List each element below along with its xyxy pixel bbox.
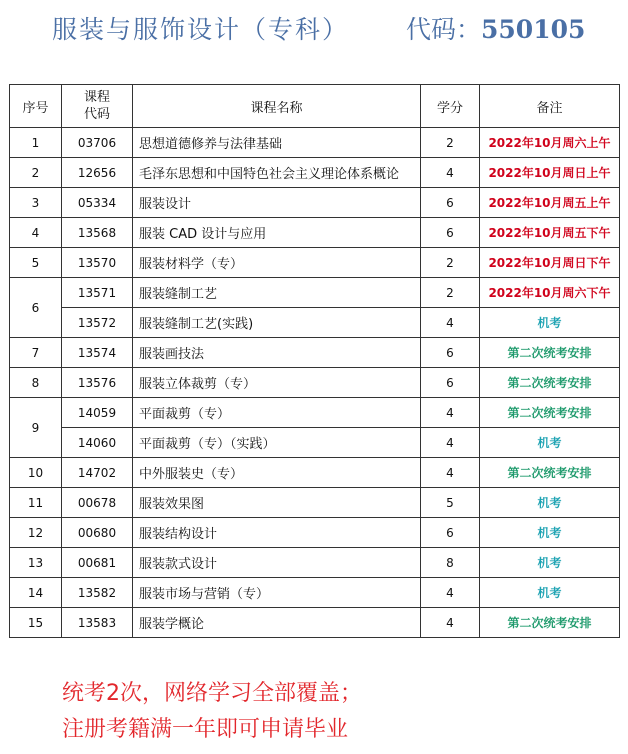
row-index: 6: [10, 278, 62, 338]
table-row: [10, 338, 620, 368]
table-row: [10, 188, 620, 218]
major-code: [406, 10, 585, 46]
table-row: [10, 578, 620, 608]
row-remark: 2022年10月周日下午: [480, 248, 620, 278]
header-remark: 备注: [480, 85, 620, 128]
row-index: 5: [10, 248, 62, 278]
major-code-value: 550105: [481, 15, 586, 44]
row-code: 12656: [62, 158, 133, 188]
row-index: 15: [10, 608, 62, 638]
table-row: [10, 218, 620, 248]
table-header-row: [10, 85, 620, 128]
table-row: [10, 548, 620, 578]
row-index: 11: [10, 488, 62, 518]
row-remark: 2022年10月周五上午: [480, 188, 620, 218]
row-index: 14: [10, 578, 62, 608]
row-name: 服装缝制工艺: [133, 278, 421, 308]
table-row: [10, 488, 620, 518]
row-remark: 2022年10月周六上午: [480, 128, 620, 158]
row-remark: 2022年10月周五下午: [480, 218, 620, 248]
row-remark: 第二次统考安排: [480, 368, 620, 398]
row-credit: 2: [421, 128, 480, 158]
row-name: 服装立体裁剪（专）: [133, 368, 421, 398]
document-header: [0, 0, 628, 60]
row-remark: 第二次统考安排: [480, 458, 620, 488]
table-row: [10, 308, 620, 338]
table-row: [10, 158, 620, 188]
footer-line-2: 注册考籍满一年即可申请毕业: [62, 717, 349, 742]
row-credit: 5: [421, 488, 480, 518]
row-remark: 机考: [480, 308, 620, 338]
row-code: 14702: [62, 458, 133, 488]
row-name: 服装设计: [133, 188, 421, 218]
row-credit: 6: [421, 338, 480, 368]
row-remark: 第二次统考安排: [480, 338, 620, 368]
row-name: 服装学概论: [133, 608, 421, 638]
row-name: 平面裁剪（专）: [133, 398, 421, 428]
row-code: 13568: [62, 218, 133, 248]
row-credit: 6: [421, 518, 480, 548]
row-name: 中外服装史（专）: [133, 458, 421, 488]
row-remark: 机考: [480, 548, 620, 578]
table-row: [10, 398, 620, 428]
header-code-line1: 课程: [83, 90, 110, 105]
header-code-line2: 代码: [83, 107, 110, 122]
row-code: 13576: [62, 368, 133, 398]
row-code: 13570: [62, 248, 133, 278]
row-credit: 4: [421, 428, 480, 458]
row-credit: 2: [421, 248, 480, 278]
row-name: 服装缝制工艺(实践): [133, 308, 421, 338]
row-name: 服装结构设计: [133, 518, 421, 548]
header-credit: 学分: [421, 85, 480, 128]
table-row: [10, 608, 620, 638]
row-remark: 机考: [480, 518, 620, 548]
row-code: 00681: [62, 548, 133, 578]
row-credit: 4: [421, 308, 480, 338]
row-remark: 2022年10月周六下午: [480, 278, 620, 308]
row-remark: 机考: [480, 488, 620, 518]
row-remark: 机考: [480, 428, 620, 458]
header-code: [62, 85, 133, 128]
row-name: 服装市场与营销（专）: [133, 578, 421, 608]
row-code: 13582: [62, 578, 133, 608]
table-row: [10, 368, 620, 398]
row-code: 13574: [62, 338, 133, 368]
row-index: 12: [10, 518, 62, 548]
table-row: [10, 128, 620, 158]
row-name: 服装效果图: [133, 488, 421, 518]
major-code-label: 代码：: [406, 15, 482, 44]
row-credit: 4: [421, 398, 480, 428]
row-index: 10: [10, 458, 62, 488]
row-code: 03706: [62, 128, 133, 158]
row-name: 毛泽东思想和中国特色社会主义理论体系概论: [133, 158, 421, 188]
row-code: 14059: [62, 398, 133, 428]
row-name: 服装材料学（专）: [133, 248, 421, 278]
row-code: 00680: [62, 518, 133, 548]
row-credit: 6: [421, 188, 480, 218]
row-index: 9: [10, 398, 62, 458]
row-index: 2: [10, 158, 62, 188]
table-row: [10, 248, 620, 278]
row-code: 14060: [62, 428, 133, 458]
footer-note: [62, 676, 362, 748]
row-index: 3: [10, 188, 62, 218]
row-name: 服装画技法: [133, 338, 421, 368]
row-credit: 6: [421, 218, 480, 248]
table-row: [10, 518, 620, 548]
row-name: 服装 CAD 设计与应用: [133, 218, 421, 248]
row-code: 13583: [62, 608, 133, 638]
footer-line-1: 统考2次，网络学习全部覆盖；: [62, 681, 362, 706]
table-row: [10, 428, 620, 458]
row-index: 13: [10, 548, 62, 578]
row-remark: 第二次统考安排: [480, 398, 620, 428]
row-name: 服装款式设计: [133, 548, 421, 578]
row-credit: 4: [421, 158, 480, 188]
row-credit: 4: [421, 458, 480, 488]
row-credit: 4: [421, 578, 480, 608]
row-credit: 6: [421, 368, 480, 398]
row-credit: 8: [421, 548, 480, 578]
row-name: 平面裁剪（专）（实践）: [133, 428, 421, 458]
row-credit: 4: [421, 608, 480, 638]
row-code: 00678: [62, 488, 133, 518]
row-index: 1: [10, 128, 62, 158]
row-index: 7: [10, 338, 62, 368]
row-code: 13571: [62, 278, 133, 308]
row-remark: 机考: [480, 578, 620, 608]
header-index: 序号: [10, 85, 62, 128]
row-index: 4: [10, 218, 62, 248]
row-code: 05334: [62, 188, 133, 218]
course-table: [9, 84, 620, 638]
table-row: [10, 278, 620, 308]
document-title: 服装与服饰设计（专科）: [52, 15, 350, 44]
row-credit: 2: [421, 278, 480, 308]
row-index: 8: [10, 368, 62, 398]
header-name: 课程名称: [133, 85, 421, 128]
row-remark: 2022年10月周日上午: [480, 158, 620, 188]
row-name: 思想道德修养与法律基础: [133, 128, 421, 158]
table-row: [10, 458, 620, 488]
row-remark: 第二次统考安排: [480, 608, 620, 638]
row-code: 13572: [62, 308, 133, 338]
